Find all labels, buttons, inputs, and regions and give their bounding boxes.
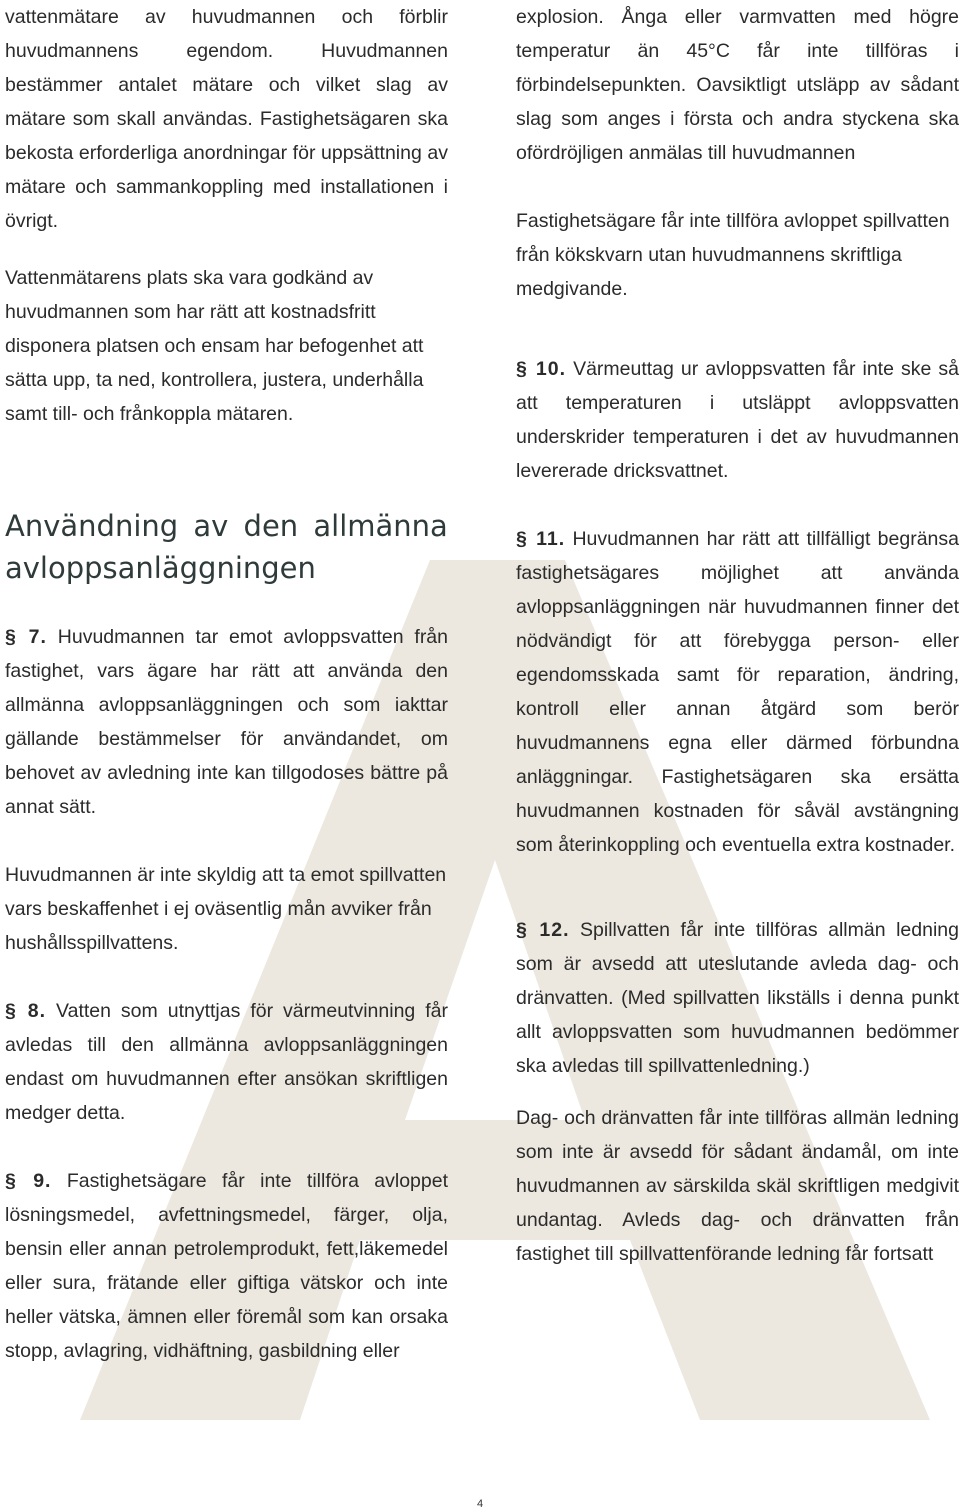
paragraph-storm-water: Dag- och dränvatten får inte tillföras allmän ledning som inte är avsedd för sådant ändamål, om inte huvudmannen av särskilda skäl skriftligen medgivit undantag. Avleds dag- och dränvatten från fastighet till spillvattenförande ledning får fortsatt — [516, 1107, 959, 1265]
paragraph-meter-location: Vattenmätarens plats ska vara godkänd av huvudmannen som har rätt att kostnadsfritt disponera platsen och ensam har befogenhet att sätta upp, ta ned, kontrollera, justera, underhålla samt till- och frånkoppla mätaren. — [5, 267, 424, 425]
section-number: § 9. — [5, 1170, 52, 1192]
paragraph-meter-ownership: vattenmätare av huvudmannen och förblir huvudmannens egendom. Huvudmannen bestämmer antalet mätare och vilket slag av mätare som skall användas. Fastighetsägaren ska bekosta erforderliga anordningar för uppsättning av mätare och sammankoppling med installationen i övrigt. — [5, 6, 448, 232]
right-column — [516, 0, 959, 1271]
section-number: § 8. — [5, 1000, 47, 1022]
section-text: Spillvatten får inte tillföras allmän ledning som är avsedd att uteslutande avleda dag- och dränvatten. (Med spillvatten likställs i denna punkt allt avloppsvatten som huvudmannen bedömmer ska avledas till spillvattenledning.) — [516, 919, 959, 1077]
section-9 — [5, 1164, 448, 1368]
section-text: Vatten som utnyttjas för värmeutvinning får avledas till den allmänna avloppsanläggningen endast om huvudmannen efter ansökan skriftligen medger detta. — [5, 1000, 448, 1124]
section-7 — [5, 620, 448, 824]
section-text: Huvudmannen tar emot avloppsvatten från fastighet, vars ägare har rätt att använda den allmänna avloppsanläggningen och som iakttar gällande bestämmelser för användandet, om behovet av avledning inte kan tillgodoses bättre på annat sätt. — [5, 626, 449, 818]
section-text: Huvudmannen har rätt att tillfälligt begränsa fastighetsägares möjlighet att använda avloppsanläggningen när huvudmannen finner det nödvändigt för att förebygga person- eller egendomsskada samt för reparation, ändring, kontroll eller annan åtgärd som berör huvudmannens egna eller därmed förbundna anläggningar. Fastighetsägaren ska ersätta huvudmannen kostnaden för såväl avstängning som återinkoppling och eventuella extra kostnader. — [516, 528, 959, 856]
section-8 — [5, 994, 448, 1130]
section-text: Fastighetsägare får inte tillföra avloppet lösningsmedel, avfettningsmedel, färger, olja, bensin eller annan petrolemprodukt, fett,läkemedel eller sura, frätande eller giftiga vätskor och inte heller vätska, ämnen eller föremål som kan orsaka stopp, avlagring, vidhäftning, gasbildning eller — [5, 1170, 449, 1362]
section-number: § 11. — [516, 528, 566, 550]
section-10 — [516, 352, 959, 488]
section-12 — [516, 913, 959, 1083]
left-column — [5, 0, 448, 1368]
paragraph-spillwater: Huvudmannen är inte skyldig att ta emot spillvatten vars beskaffenhet i ej oväsentlig mån avviker från hushållsspillvattens. — [5, 864, 447, 954]
section-number: § 10. — [516, 358, 567, 380]
paragraph-explosion: explosion. Ånga eller varmvatten med högre temperatur än 45°C får inte tillföras i förbindelsepunkten. Oavsiktligt utsläpp av sådant slag som anges i första och andra styckena ska ofördröjligen anmälas till huvudmannen — [516, 6, 959, 164]
section-number: § 7. — [5, 626, 47, 648]
section-number: § 12. — [516, 919, 570, 941]
page-number: 4 — [476, 1498, 484, 1510]
section-heading: Användning av den allmänna avloppsanläggningen — [5, 509, 448, 585]
paragraph-kitchen-grinder: Fastighetsägare får inte tillföra avloppet spillvatten från kökskvarn utan huvudmannens skriftliga medgivande. — [516, 210, 950, 300]
section-text: Värmeuttag ur avloppsvatten får inte ske så att temperaturen i utsläppt avloppsvatten underskrider temperaturen i det av huvudmannen levererade dricksvattnet. — [516, 358, 959, 482]
section-11 — [516, 522, 959, 862]
